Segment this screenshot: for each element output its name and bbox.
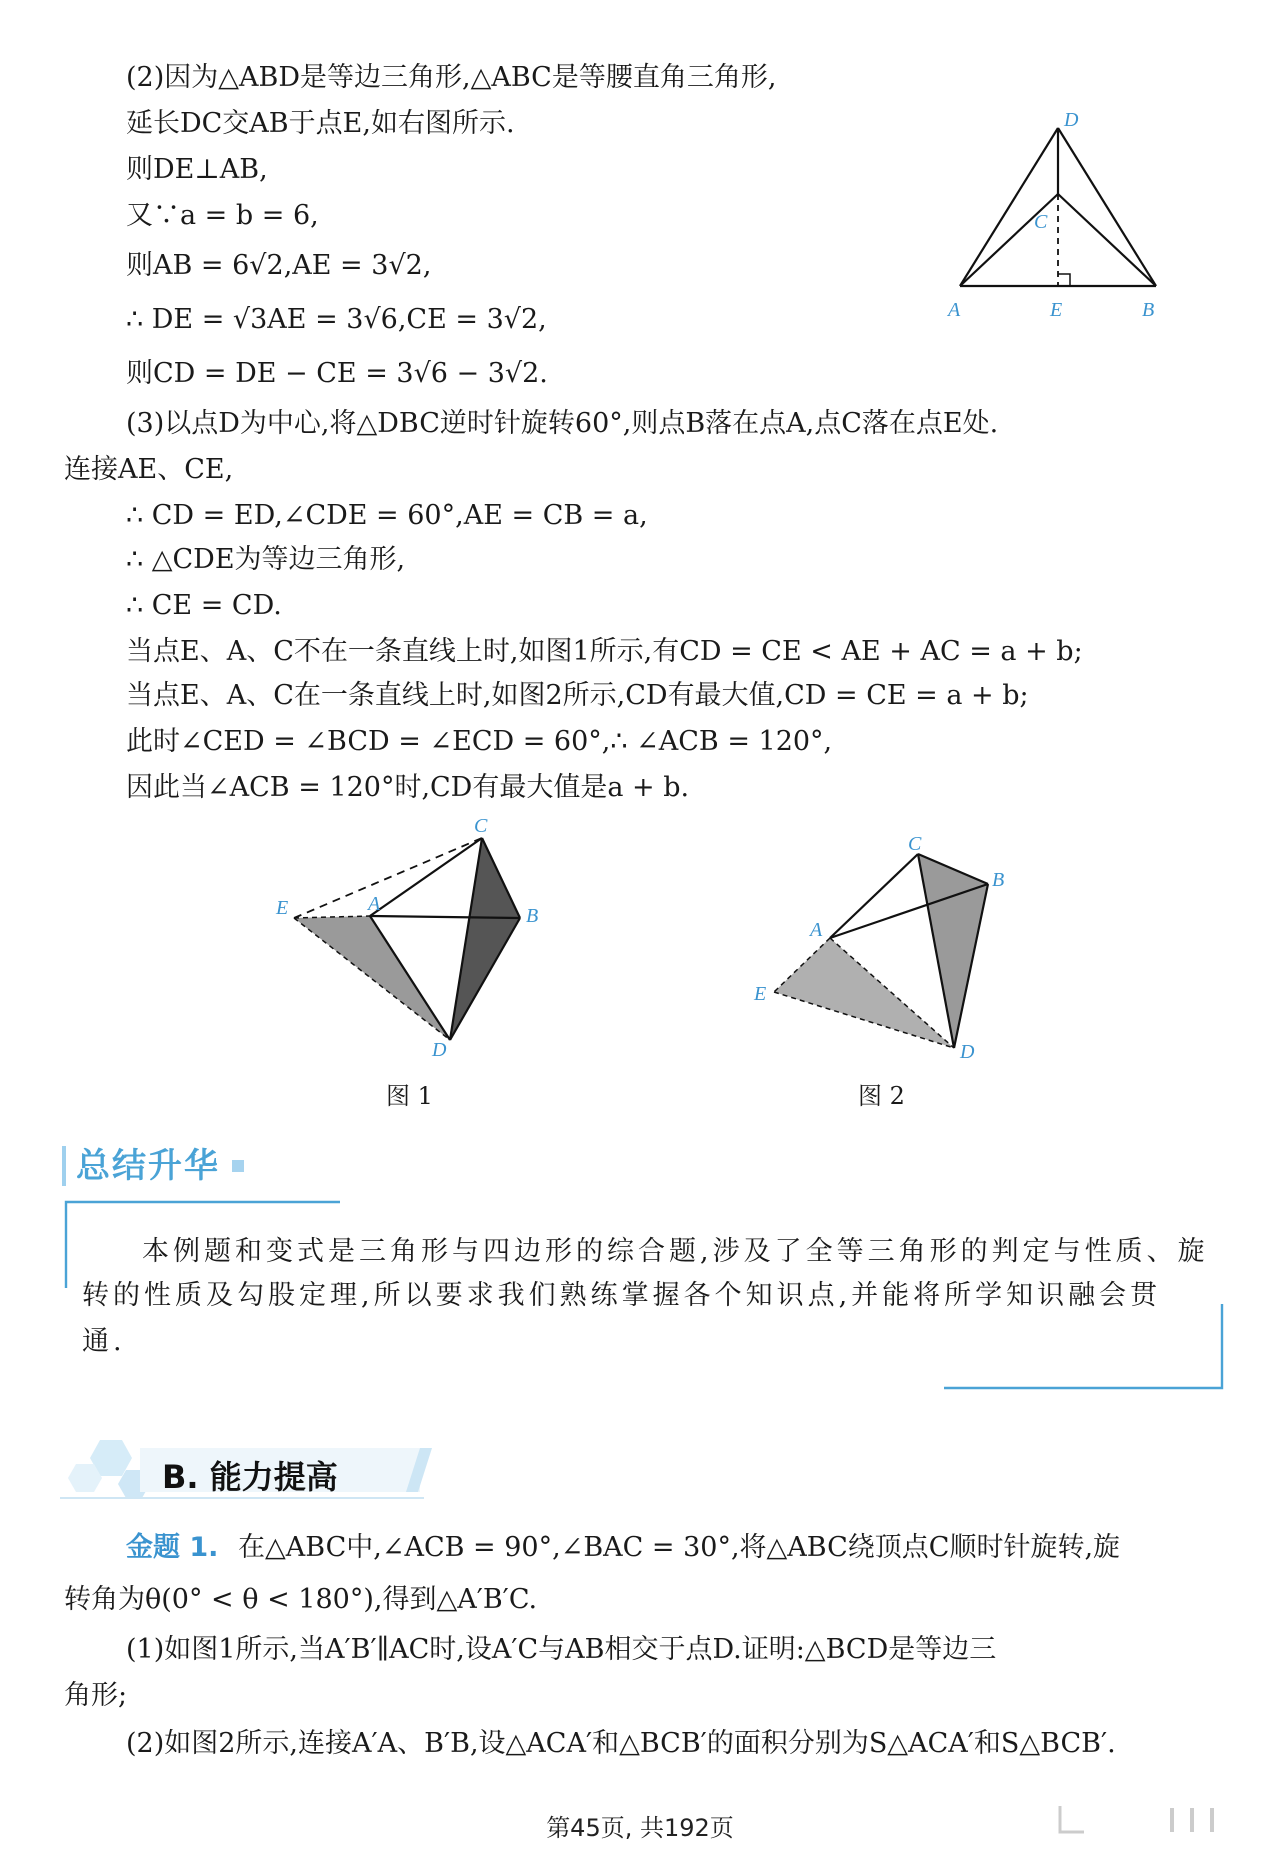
problem-tag [126, 1530, 218, 1566]
summary-line: 本例题和变式是三角形与四边形的综合题,涉及了全等三角形的判定与性质、旋 [142, 1236, 1209, 1267]
text-line: 则CD = DE − CE = 3√6 − 3√2. [126, 358, 548, 389]
vertex-label-d: D [1064, 110, 1079, 131]
vertex-label-e: E [276, 897, 289, 919]
vertex-label-d: D [960, 1041, 975, 1063]
problem-line: (2)如图2所示,连接A′A、B′B,设△ACA′和△BCB′的面积分别为S△ACA′和S△BCB′. [126, 1728, 1116, 1759]
text-line: 延长DC交AB于点E,如右图所示. [126, 108, 515, 139]
vertex-label-a: A [810, 919, 823, 941]
text-line: 此时∠CED = ∠BCD = ∠ECD = 60°,∴ ∠ACB = 120°, [126, 726, 833, 757]
text-line: 则DE⊥AB, [126, 154, 268, 185]
summary-title: 总结升华 [76, 1146, 220, 1186]
text-line: 因此当∠ACB = 120°时,CD有最大值是a + b. [126, 772, 690, 803]
text-line: 则AB = 6√2,AE = 3√2, [126, 250, 432, 281]
text-line: 连接AE、CE, [64, 454, 234, 485]
triangle-figure-top [940, 110, 1180, 330]
text-line: 当点E、A、C不在一条直线上时,如图1所示,有CD = CE < AE + AC = a + b; [126, 636, 1083, 667]
summary-title-bar [60, 1146, 70, 1186]
vertex-label-c: C [474, 818, 488, 837]
text-line: ∴ CE = CD. [126, 590, 282, 621]
vertex-label-a: A [948, 299, 961, 321]
text-line: (2)因为△ABD是等边三角形,△ABC是等腰直角三角形, [126, 62, 777, 93]
figure-2-caption: 图 2 [858, 1082, 905, 1110]
text-line: ∴ CD = ED,∠CDE = 60°,AE = CB = a, [126, 500, 648, 531]
scroll-handle-icon[interactable] [1050, 1800, 1250, 1840]
vertex-label-c: C [1034, 211, 1048, 233]
figure-1 [270, 818, 570, 1068]
problem-line: 在△ABC中,∠ACB = 90°,∠BAC = 30°,将△ABC绕顶点C顺时针旋转,旋 [238, 1532, 1121, 1563]
problem-tag-label: 金题 1. [126, 1532, 219, 1563]
vertex-label-b: B [526, 905, 539, 927]
vertex-label-e: E [754, 983, 767, 1005]
text-line: (3)以点D为中心,将△DBC逆时针旋转60°,则点B落在点A,点C落在点E处. [126, 408, 999, 439]
vertex-label-d: D [432, 1039, 447, 1061]
vertex-label-b: B [992, 869, 1005, 891]
vertex-label-b: B [1142, 299, 1155, 321]
problem-line: 角形; [64, 1680, 128, 1711]
text-line: 又∵a = b = 6, [126, 200, 319, 231]
text-line: 当点E、A、C在一条直线上时,如图2所示,CD有最大值,CD = CE = a + b; [126, 680, 1029, 711]
page-number-footer: 第45页, 共192页 [546, 1814, 734, 1842]
vertex-label-e: E [1050, 299, 1063, 321]
figure-1-caption: 图 1 [386, 1082, 433, 1110]
figure-2 [748, 836, 1028, 1066]
section-title: B. 能力提高 [162, 1458, 338, 1496]
summary-title-square [232, 1160, 246, 1174]
problem-line: 转角为θ(0° < θ < 180°),得到△A′B′C. [64, 1584, 538, 1615]
text-line: ∴ DE = √3AE = 3√6,CE = 3√2, [126, 304, 547, 335]
summary-line: 转的性质及勾股定理,所以要求我们熟练掌握各个知识点,并能将所学知识融会贯 [82, 1280, 1162, 1311]
vertex-label-c: C [908, 836, 922, 855]
text-line: ∴ △CDE为等边三角形, [126, 544, 406, 575]
vertex-label-a: A [368, 893, 381, 915]
problem-line: (1)如图1所示,当A′B′∥AC时,设A′C与AB相交于点D.证明:△BCD是等边三 [126, 1634, 997, 1665]
summary-line: 通. [82, 1326, 126, 1357]
